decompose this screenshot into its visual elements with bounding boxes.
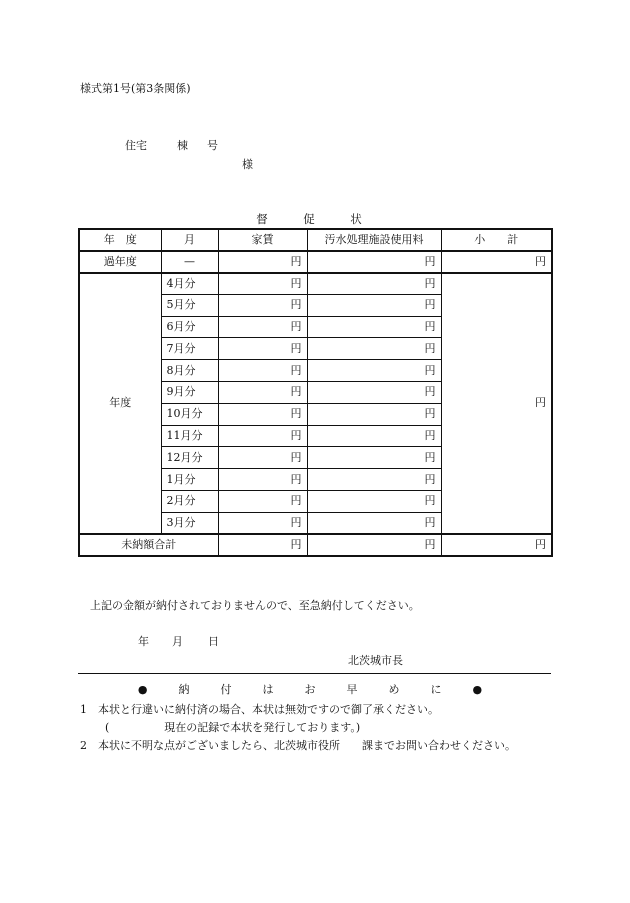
header-rent: 家賃	[218, 229, 307, 251]
addressee-honorific: 様	[242, 158, 253, 171]
total-sewage: 円	[307, 534, 441, 556]
footer-heading: ● 納 付 は お 早 め に ●	[137, 683, 493, 696]
rent-cell: 円	[218, 469, 307, 491]
rent-cell: 円	[218, 491, 307, 513]
rent-cell: 円	[218, 447, 307, 469]
total-subtotal: 円	[441, 534, 552, 556]
sewage-cell: 円	[307, 360, 441, 382]
total-rent: 円	[218, 534, 307, 556]
header-month: 月	[161, 229, 218, 251]
rent-cell: 円	[218, 403, 307, 425]
table-header-row	[79, 229, 552, 251]
date-month: 月	[172, 635, 183, 648]
month-label: 7月分	[161, 338, 218, 360]
date-day: 日	[208, 635, 219, 648]
rent-cell: 円	[218, 360, 307, 382]
rent-cell: 円	[218, 294, 307, 316]
form-number: 様式第1号(第3条関係)	[80, 82, 191, 95]
month-label: 4月分	[161, 273, 218, 295]
rent-cell: 円	[218, 273, 307, 295]
month-label: 9月分	[161, 382, 218, 404]
sewage-cell: 円	[307, 294, 441, 316]
sewage-cell: 円	[307, 491, 441, 513]
current-year-label: 年度	[79, 273, 161, 535]
header-sewage-fee: 汚水処理施設使用料	[307, 229, 441, 251]
sewage-cell: 円	[307, 447, 441, 469]
issuer: 北茨城市長	[348, 654, 403, 667]
month-label: 5月分	[161, 294, 218, 316]
rent-cell: 円	[218, 512, 307, 534]
month-label: 3月分	[161, 512, 218, 534]
addressee-number: 号	[207, 139, 218, 152]
table-row	[79, 273, 552, 295]
sewage-cell: 円	[307, 338, 441, 360]
total-label: 未納額合計	[79, 534, 218, 556]
month-label: 10月分	[161, 403, 218, 425]
sewage-cell: 円	[307, 382, 441, 404]
sewage-cell: 円	[307, 403, 441, 425]
addressee-building: 棟	[177, 139, 188, 152]
total-row	[79, 534, 552, 556]
current-year-subtotal: 円	[441, 273, 552, 535]
footer-note-2: 2 本状に不明な点がございましたら、北茨城市役所 課までお問い合わせください。	[80, 739, 516, 752]
rent-cell: 円	[218, 338, 307, 360]
document-title: 督 促 状	[256, 212, 374, 226]
sewage-cell: 円	[307, 316, 441, 338]
sewage-cell: 円	[307, 512, 441, 534]
sewage-cell: 円	[307, 425, 441, 447]
past-year-rent: 円	[218, 251, 307, 273]
month-label: 11月分	[161, 425, 218, 447]
sewage-cell: 円	[307, 469, 441, 491]
notice-text: 上記の金額が納付されておりませんので、至急納付してください。	[90, 599, 420, 612]
past-year-subtotal: 円	[441, 251, 552, 273]
footer-note-1-sub: ( 現在の記録で本状を発行しております。)	[105, 721, 361, 734]
date-year: 年	[138, 635, 149, 648]
addressee-line	[125, 137, 218, 153]
month-label: 6月分	[161, 316, 218, 338]
header-fiscal-year: 年 度	[79, 229, 161, 251]
dunning-table	[78, 228, 553, 557]
rent-cell: 円	[218, 316, 307, 338]
addressee-housing: 住宅	[125, 139, 147, 152]
month-label: 8月分	[161, 360, 218, 382]
month-label: 12月分	[161, 447, 218, 469]
past-year-row	[79, 251, 552, 273]
sewage-cell: 円	[307, 273, 441, 295]
header-subtotal: 小 計	[441, 229, 552, 251]
past-year-label: 過年度	[79, 251, 161, 273]
footer-note-1: 1 本状と行違いに納付済の場合、本状は無効ですので御了承ください。	[80, 703, 439, 716]
date-line	[138, 633, 219, 649]
month-label: 2月分	[161, 491, 218, 513]
rent-cell: 円	[218, 382, 307, 404]
divider	[78, 673, 551, 674]
past-year-sewage: 円	[307, 251, 441, 273]
month-label: 1月分	[161, 469, 218, 491]
rent-cell: 円	[218, 425, 307, 447]
past-year-month: —	[161, 251, 218, 273]
